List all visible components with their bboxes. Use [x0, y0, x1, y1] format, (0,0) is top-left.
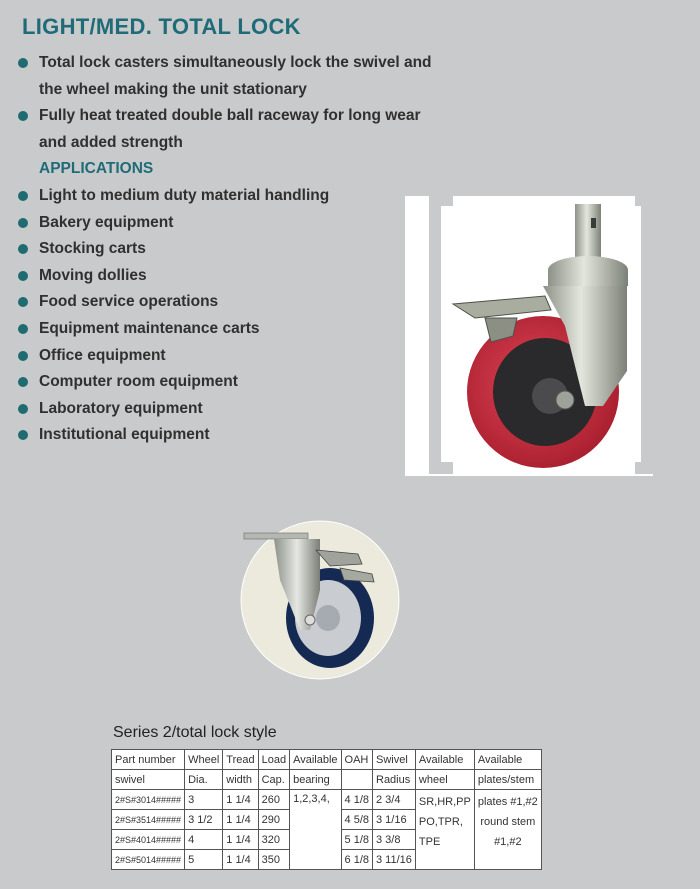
applications-heading: APPLICATIONS — [39, 160, 154, 178]
bearing-cell: 1,2,3,4, — [290, 790, 341, 870]
part-number-cell: 2#S#5014##### — [112, 850, 185, 870]
red-caster-photo — [405, 196, 653, 476]
header-cell: Load — [258, 750, 289, 770]
tread-width-cell: 1 1/4 — [223, 850, 258, 870]
feature-list — [18, 50, 438, 449]
header-cell: Available — [290, 750, 341, 770]
application-item: Computer room equipment — [18, 369, 438, 396]
application-item: Institutional equipment — [18, 422, 438, 449]
load-cap-cell: 350 — [258, 850, 289, 870]
header-cell: swivel — [112, 770, 185, 790]
header-cell: OAH — [341, 750, 372, 770]
bullet-icon — [18, 351, 28, 361]
application-item: Bakery equipment — [18, 210, 438, 237]
application-item: Moving dollies — [18, 263, 438, 290]
series-title: Series 2/total lock style — [113, 724, 277, 741]
header-cell: Available — [474, 750, 541, 770]
bullet-icon — [18, 244, 28, 254]
header-cell: Radius — [373, 770, 416, 790]
header-cell: Dia. — [185, 770, 223, 790]
tread-width-cell: 1 1/4 — [223, 790, 258, 810]
header-cell: Swivel — [373, 750, 416, 770]
bullet-icon — [18, 58, 28, 68]
header-cell: Cap. — [258, 770, 289, 790]
part-number-cell: 2#S#3514##### — [112, 810, 185, 830]
wheel-dia-cell: 3 — [185, 790, 223, 810]
available-wheel-cell: SR,HR,PP PO,TPR, TPE — [415, 790, 474, 870]
tread-width-cell: 1 1/4 — [223, 810, 258, 830]
table-header-row — [112, 770, 542, 790]
bullet-icon — [18, 218, 28, 228]
header-cell: width — [223, 770, 258, 790]
application-item: Office equipment — [18, 343, 438, 370]
header-cell: wheel — [415, 770, 474, 790]
oah-cell: 4 1/8 — [341, 790, 372, 810]
tread-width-cell: 1 1/4 — [223, 830, 258, 850]
swivel-radius-cell: 3 3/8 — [373, 830, 416, 850]
load-cap-cell: 290 — [258, 810, 289, 830]
plates-stem-cell: plates #1,#2 round stem #1,#2 — [474, 790, 541, 870]
bullet-icon — [18, 324, 28, 334]
oah-cell: 5 1/8 — [341, 830, 372, 850]
header-cell: Tread — [223, 750, 258, 770]
wheel-dia-cell: 3 1/2 — [185, 810, 223, 830]
bullet-icon — [18, 430, 28, 440]
spec-table — [111, 749, 542, 870]
swivel-radius-cell: 2 3/4 — [373, 790, 416, 810]
header-cell: Wheel — [185, 750, 223, 770]
bullet-icon — [18, 404, 28, 414]
bullet-icon — [18, 271, 28, 281]
table-row — [112, 790, 542, 810]
bullet-icon — [18, 191, 28, 201]
bullet-icon — [18, 377, 28, 387]
header-cell — [341, 770, 372, 790]
bullet-icon — [18, 297, 28, 307]
wheel-dia-cell: 4 — [185, 830, 223, 850]
load-cap-cell: 320 — [258, 830, 289, 850]
application-item: Light to medium duty material handling — [18, 183, 438, 210]
blue-caster-photo — [240, 520, 400, 685]
swivel-radius-cell: 3 1/16 — [373, 810, 416, 830]
wheel-dia-cell: 5 — [185, 850, 223, 870]
part-number-cell: 2#S#3014##### — [112, 790, 185, 810]
application-item: Laboratory equipment — [18, 396, 438, 423]
application-item: Food service operations — [18, 289, 438, 316]
header-cell: bearing — [290, 770, 341, 790]
feature-item: Fully heat treated double ball raceway for long wear and added strength — [18, 103, 438, 156]
feature-item: Total lock casters simultaneously lock the swivel and the wheel making the unit stationary — [18, 50, 438, 103]
header-cell: plates/stem — [474, 770, 541, 790]
page-title: LIGHT/MED. TOTAL LOCK — [22, 14, 301, 39]
application-item: Stocking carts — [18, 236, 438, 263]
table-header-row — [112, 750, 542, 770]
application-item: Equipment maintenance carts — [18, 316, 438, 343]
part-number-cell: 2#S#4014##### — [112, 830, 185, 850]
oah-cell: 6 1/8 — [341, 850, 372, 870]
header-cell: Available — [415, 750, 474, 770]
load-cap-cell: 260 — [258, 790, 289, 810]
header-cell: Part number — [112, 750, 185, 770]
swivel-radius-cell: 3 11/16 — [373, 850, 416, 870]
bullet-icon — [18, 111, 28, 121]
oah-cell: 4 5/8 — [341, 810, 372, 830]
